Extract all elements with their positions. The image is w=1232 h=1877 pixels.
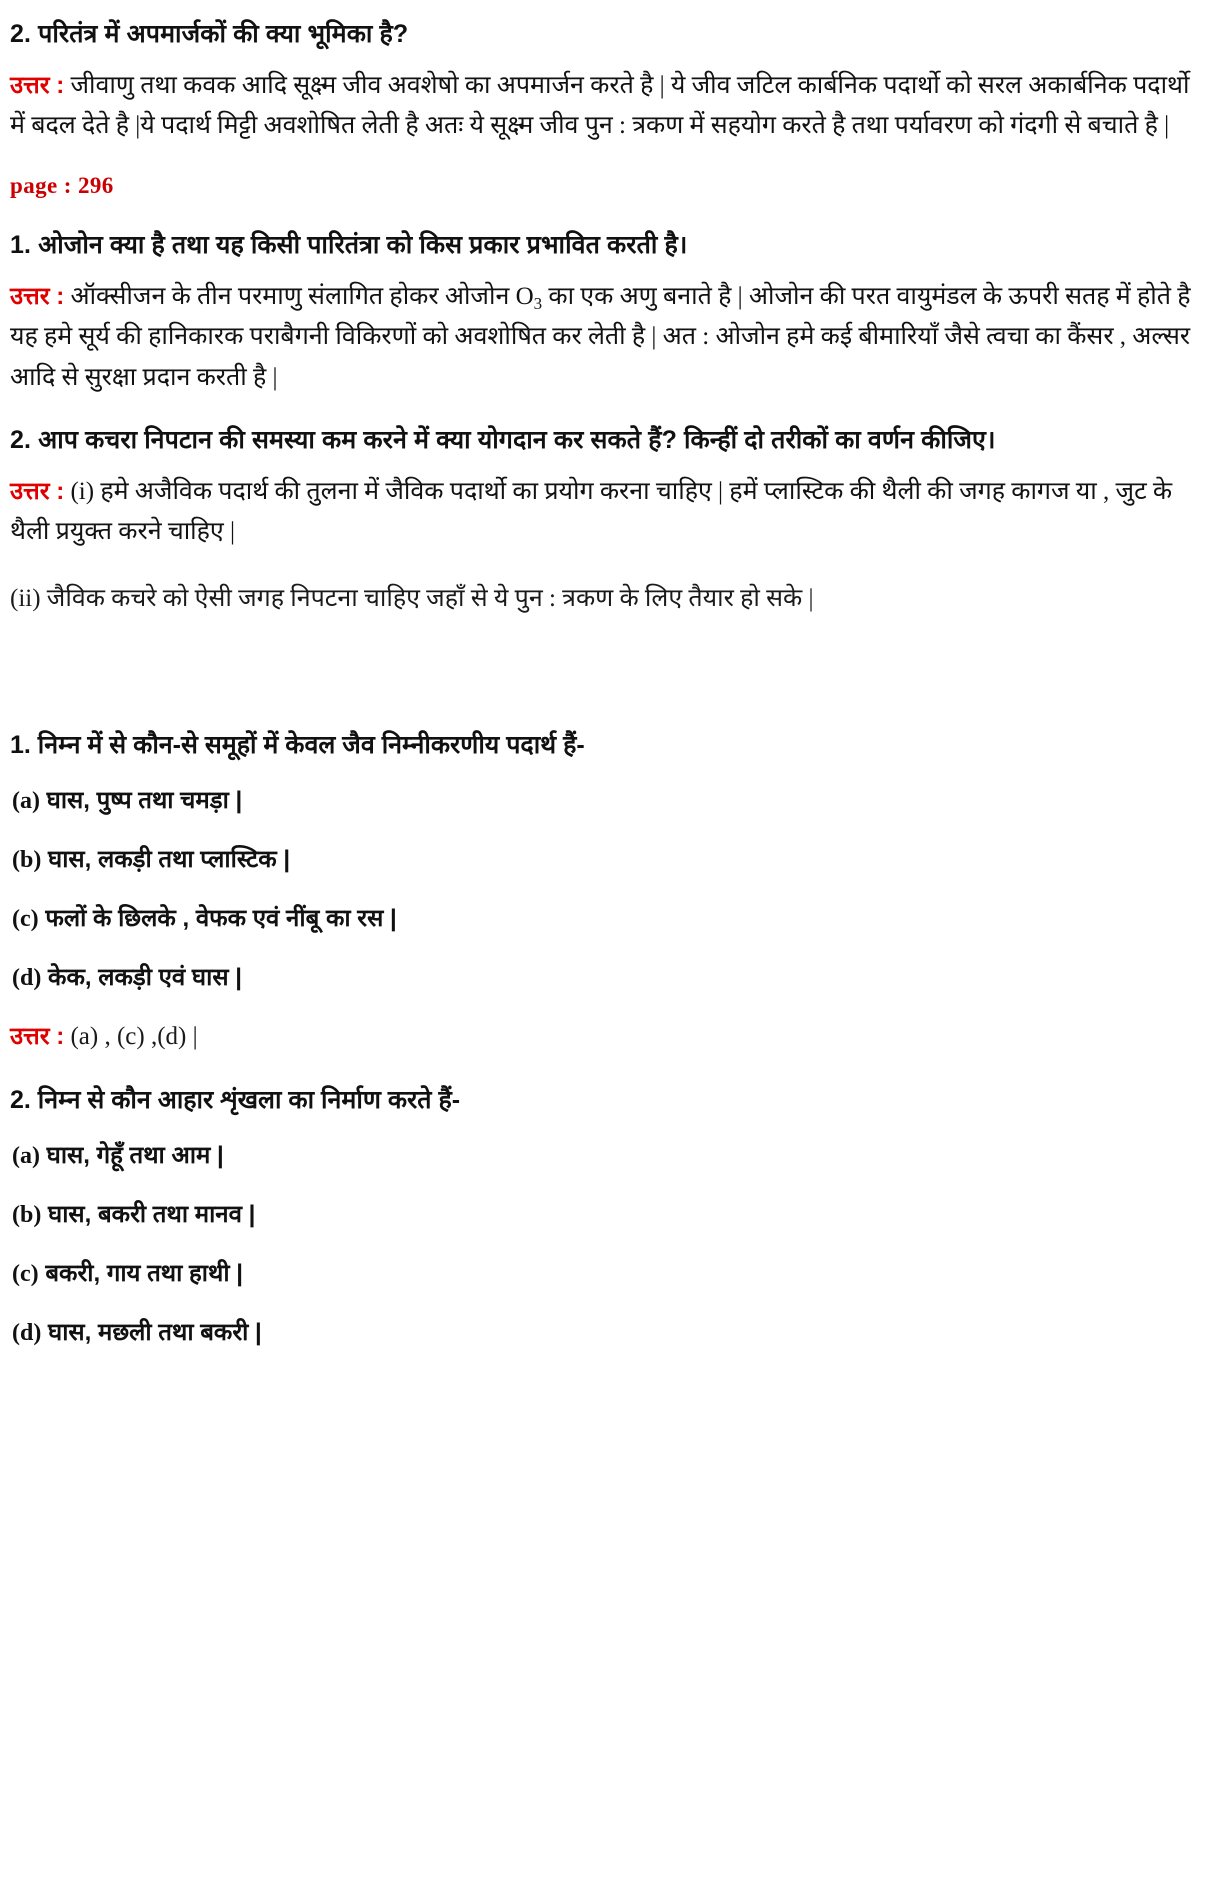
subscript-three: 3 — [533, 293, 543, 313]
option-text: केक, लकड़ी एवं घास | — [48, 964, 242, 992]
answer-text: (i) हमे अजैविक पदार्थ की तुलना में जैविक पदार्थो का प्रयोग करना चाहिए | हमें प्लास्टिक की थैली की जगह कागज या , जुट के थैली प्रयुक्त करने चाहिए | — [10, 477, 1173, 546]
answer-text: जीवाणु तथा कवक आदि सूक्ष्म जीव अवशेषो का अपमार्जन करते है | ये जीव जटिल कार्बनिक पदार्थो को सरल अकार्बनिक पदार्थो में बदल देते है |ये पदार्थ मिट्टी अवशोषित लेती है अतः ये सूक्ष्म जीव पुन : त्रकण में सहयोग करते है तथा पर्यावरण को गंदगी से बचाते है | — [10, 71, 1190, 140]
mcq-question-1: 1. निम्न में से कौन-से समूहों में केवल जैव निम्नीकरणीय पदार्थ हैं- — [10, 731, 585, 760]
answer-block-3-part2: (ii) जैविक कचरे को ऐसी जगह निपटना चाहिए जहाँ से ये पुन : त्रकण के लिए तैयार हो सके | — [10, 584, 814, 612]
mcq-2-option-d[interactable] — [10, 1315, 1208, 1348]
mcq-1-option-b[interactable] — [10, 842, 1208, 875]
question-heading-1: 2. परितंत्र में अपमार्जकों की क्या भूमिका है? — [10, 20, 409, 48]
mcq-1-answer — [10, 1019, 1208, 1052]
answer-label: उत्तर : — [10, 477, 65, 505]
answer-label: उत्तर : — [10, 282, 65, 310]
answer-text-pre: ऑक्सीजन के तीन परमाणु संलागित होकर ओजोन O — [70, 282, 534, 310]
option-tag: (b) — [12, 1202, 42, 1229]
option-tag: (b) — [12, 847, 42, 874]
option-text: घास, मछली तथा बकरी | — [48, 1319, 262, 1347]
answer-text-post: का एक अणु बनाते है | ओजोन की परत वायुमंडल के ऊपरी सतह में होते है यह हमे सूर्य की हानिकारक पराबैगनी विकिरणों को अवशोषित कर लेती है | अत : ओजोन हमे कई बीमारियाँ जैसे त्वचा का कैंसर , अल्सर आदि से सुरक्षा प्रदान करती है | — [10, 282, 1191, 391]
answer-block-2 — [10, 277, 1208, 399]
option-text: घास, पुष्प तथा चमड़ा | — [46, 787, 243, 815]
option-text: घास, बकरी तथा मानव | — [48, 1201, 256, 1229]
mcq-2-option-a[interactable] — [10, 1138, 1208, 1171]
answer-text: (a) , (c) ,(d) | — [70, 1023, 198, 1051]
question-heading-3: 2. आप कचरा निपटान की समस्या कम करने में क्या योगदान कर सकते हैं? किन्हीं दो तरीकों का वर्णन कीजिए। — [10, 426, 996, 454]
page-marker: page : 296 — [10, 172, 114, 198]
option-text: बकरी, गाय तथा हाथी | — [45, 1260, 243, 1288]
answer-label: उत्तर : — [10, 71, 65, 99]
mcq-2-option-c[interactable] — [10, 1256, 1208, 1289]
option-tag: (d) — [12, 1320, 42, 1347]
option-tag: (a) — [12, 1143, 40, 1170]
option-tag: (d) — [12, 965, 42, 992]
answer-block-1 — [10, 66, 1208, 147]
document-page — [10, 18, 1208, 1348]
option-tag: (c) — [12, 1261, 39, 1288]
option-text: फलों के छिलके , वेफक एवं नींबू का रस | — [45, 905, 397, 933]
mcq-question-2: 2. निम्न से कौन आहार शृंखला का निर्माण करते हैं- — [10, 1086, 461, 1115]
mcq-1-option-a[interactable] — [10, 783, 1208, 816]
mcq-1-option-c[interactable] — [10, 901, 1208, 934]
option-tag: (a) — [12, 788, 40, 815]
section-spacer — [10, 645, 1208, 697]
question-heading-2: 1. ओजोन क्या है तथा यह किसी पारितंत्रा को किस प्रकार प्रभावित करती है। — [10, 230, 688, 259]
mcq-1-option-d[interactable] — [10, 960, 1208, 993]
option-text: घास, गेहूँ तथा आम | — [46, 1142, 224, 1170]
option-text: घास, लकड़ी तथा प्लास्टिक | — [48, 846, 291, 874]
answer-label: उत्तर : — [10, 1023, 65, 1051]
option-tag: (c) — [12, 906, 39, 933]
mcq-2-option-b[interactable] — [10, 1197, 1208, 1230]
answer-block-3 — [10, 472, 1208, 553]
